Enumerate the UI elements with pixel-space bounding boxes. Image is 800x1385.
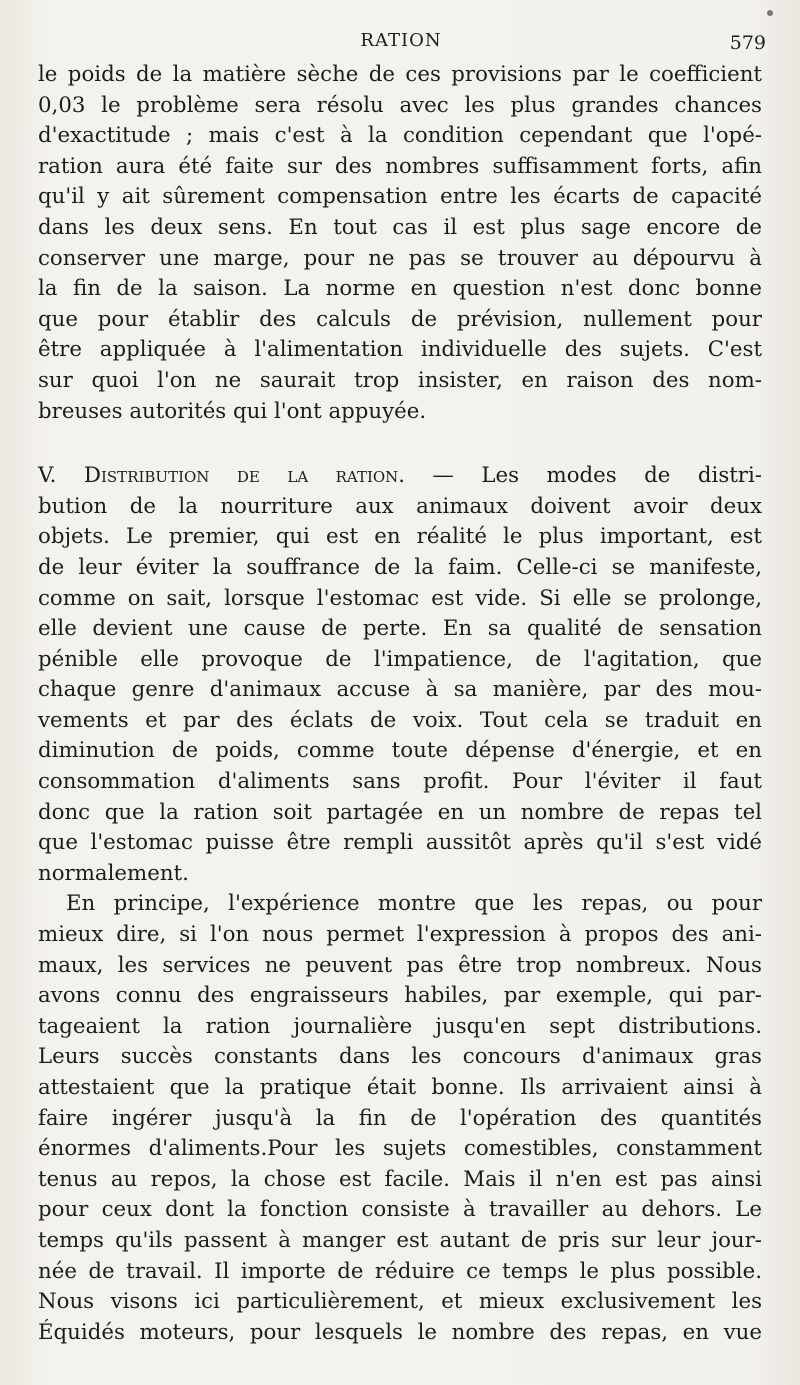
paragraph-1: [38, 60, 762, 427]
text-line: donc que la ration soit partagée en un nombre de repas tel: [38, 799, 762, 825]
text-line: tageaient la ration journalière jusqu'en sept distributions.: [38, 1013, 762, 1039]
text-line: vements et par des éclats de voix. Tout cela se traduit en: [38, 707, 762, 733]
text-line: breuses autorités qui l'ont appuyée.: [38, 398, 427, 424]
text-line: le poids de la matière sèche de ces provisions par le coefficient: [38, 62, 762, 87]
text-line: elle devient une cause de perte. En sa qualité de sensation: [38, 616, 762, 642]
text-line: pour ceux dont la fonction consiste à travailler au dehors. Le: [38, 1197, 762, 1223]
running-title: RATION: [360, 30, 442, 51]
text-line: diminution de poids, comme toute dépense d'énergie, et en: [38, 738, 762, 764]
text-line: tenus au repos, la chose est facile. Mais il n'en est pas ainsi: [38, 1166, 762, 1192]
text-line: née de travail. Il importe de réduire ce temps le plus possible.: [38, 1258, 762, 1284]
paragraph-2: [38, 461, 762, 889]
text-line: Leurs succès constants dans les concours d'animaux gras: [38, 1044, 762, 1070]
text-line: 0,03 le problème sera résolu avec les plus grandes chances: [38, 92, 762, 118]
paragraph-3: [38, 889, 762, 1348]
section-heading-line: [38, 461, 762, 492]
text-line: Nous visons ici particulièrement, et mieux exclusivement les: [38, 1289, 762, 1315]
text-line: ration aura été faite sur des nombres suffisamment forts, afin: [38, 153, 762, 179]
page-number: 579: [729, 32, 766, 54]
ink-speck: [767, 10, 773, 16]
text-line: chaque genre d'animaux accuse à sa manière, par des mou-: [38, 677, 762, 703]
text-line: énormes d'aliments.Pour les sujets comestibles, constamment: [38, 1136, 762, 1162]
text-line: qu'il y ait sûrement compensation entre les écarts de capacité: [38, 184, 762, 210]
text-line: normalement.: [38, 860, 189, 886]
text-line: objets. Le premier, qui est en réalité le plus important, est: [38, 524, 762, 550]
text-line: mieux dire, si l'on nous permet l'expression à propos des ani-: [38, 922, 762, 948]
text-line: dans les deux sens. En tout cas il est plus sage encore de: [38, 214, 762, 240]
text-line-rest: — Les modes de distri-: [405, 463, 762, 489]
text-line: pénible elle provoque de l'impatience, de l'agitation, que: [38, 646, 762, 672]
text-line: être appliquée à l'alimentation individuelle des sujets. C'est: [38, 337, 762, 363]
text-line: d'exactitude ; mais c'est à la condition cependant que l'opé-: [38, 123, 762, 149]
text-line: la fin de la saison. La norme en question n'est donc bonne: [38, 276, 762, 302]
text-line: En principe, l'expérience montre que les repas, ou pour: [66, 891, 762, 917]
section-gap: [38, 427, 762, 461]
text-line: comme on sait, lorsque l'estomac est vide. Si elle se prolonge,: [38, 585, 762, 611]
text-line: faire ingérer jusqu'à la fin de l'opération des quantités: [38, 1105, 762, 1131]
text-line: consommation d'aliments sans profit. Pour l'éviter il faut: [38, 769, 762, 795]
text-line: avons connu des engraisseurs habiles, par exemple, qui par-: [38, 983, 762, 1009]
text-line: attestaient que la pratique était bonne. Ils arrivaient ainsi à: [38, 1075, 762, 1100]
text-line: que l'estomac puisse être rempli aussitôt après qu'il s'est vidé: [38, 830, 762, 856]
text-line: sur quoi l'on ne saurait trop insister, en raison des nom-: [38, 367, 762, 393]
body-text: [38, 60, 762, 1348]
text-line: temps qu'ils passent à manger est autant de pris sur leur jour-: [38, 1227, 762, 1253]
text-line: maux, les services ne peuvent pas être trop nombreux. Nous: [38, 952, 762, 978]
text-line: conserver une marge, pour ne pas se trouver au dépourvu à: [38, 245, 762, 271]
text-line: bution de la nourriture aux animaux doivent avoir deux: [38, 493, 762, 519]
text-line: de leur éviter la souffrance de la faim. Celle-ci se manifeste,: [38, 554, 762, 580]
section-heading: V. Distribution de la ration.: [38, 463, 406, 489]
page-header: [36, 30, 766, 60]
text-line: que pour établir des calculs de prévision, nullement pour: [38, 306, 762, 332]
text-line: Équidés moteurs, pour lesquels le nombre des repas, en vue: [38, 1319, 762, 1345]
